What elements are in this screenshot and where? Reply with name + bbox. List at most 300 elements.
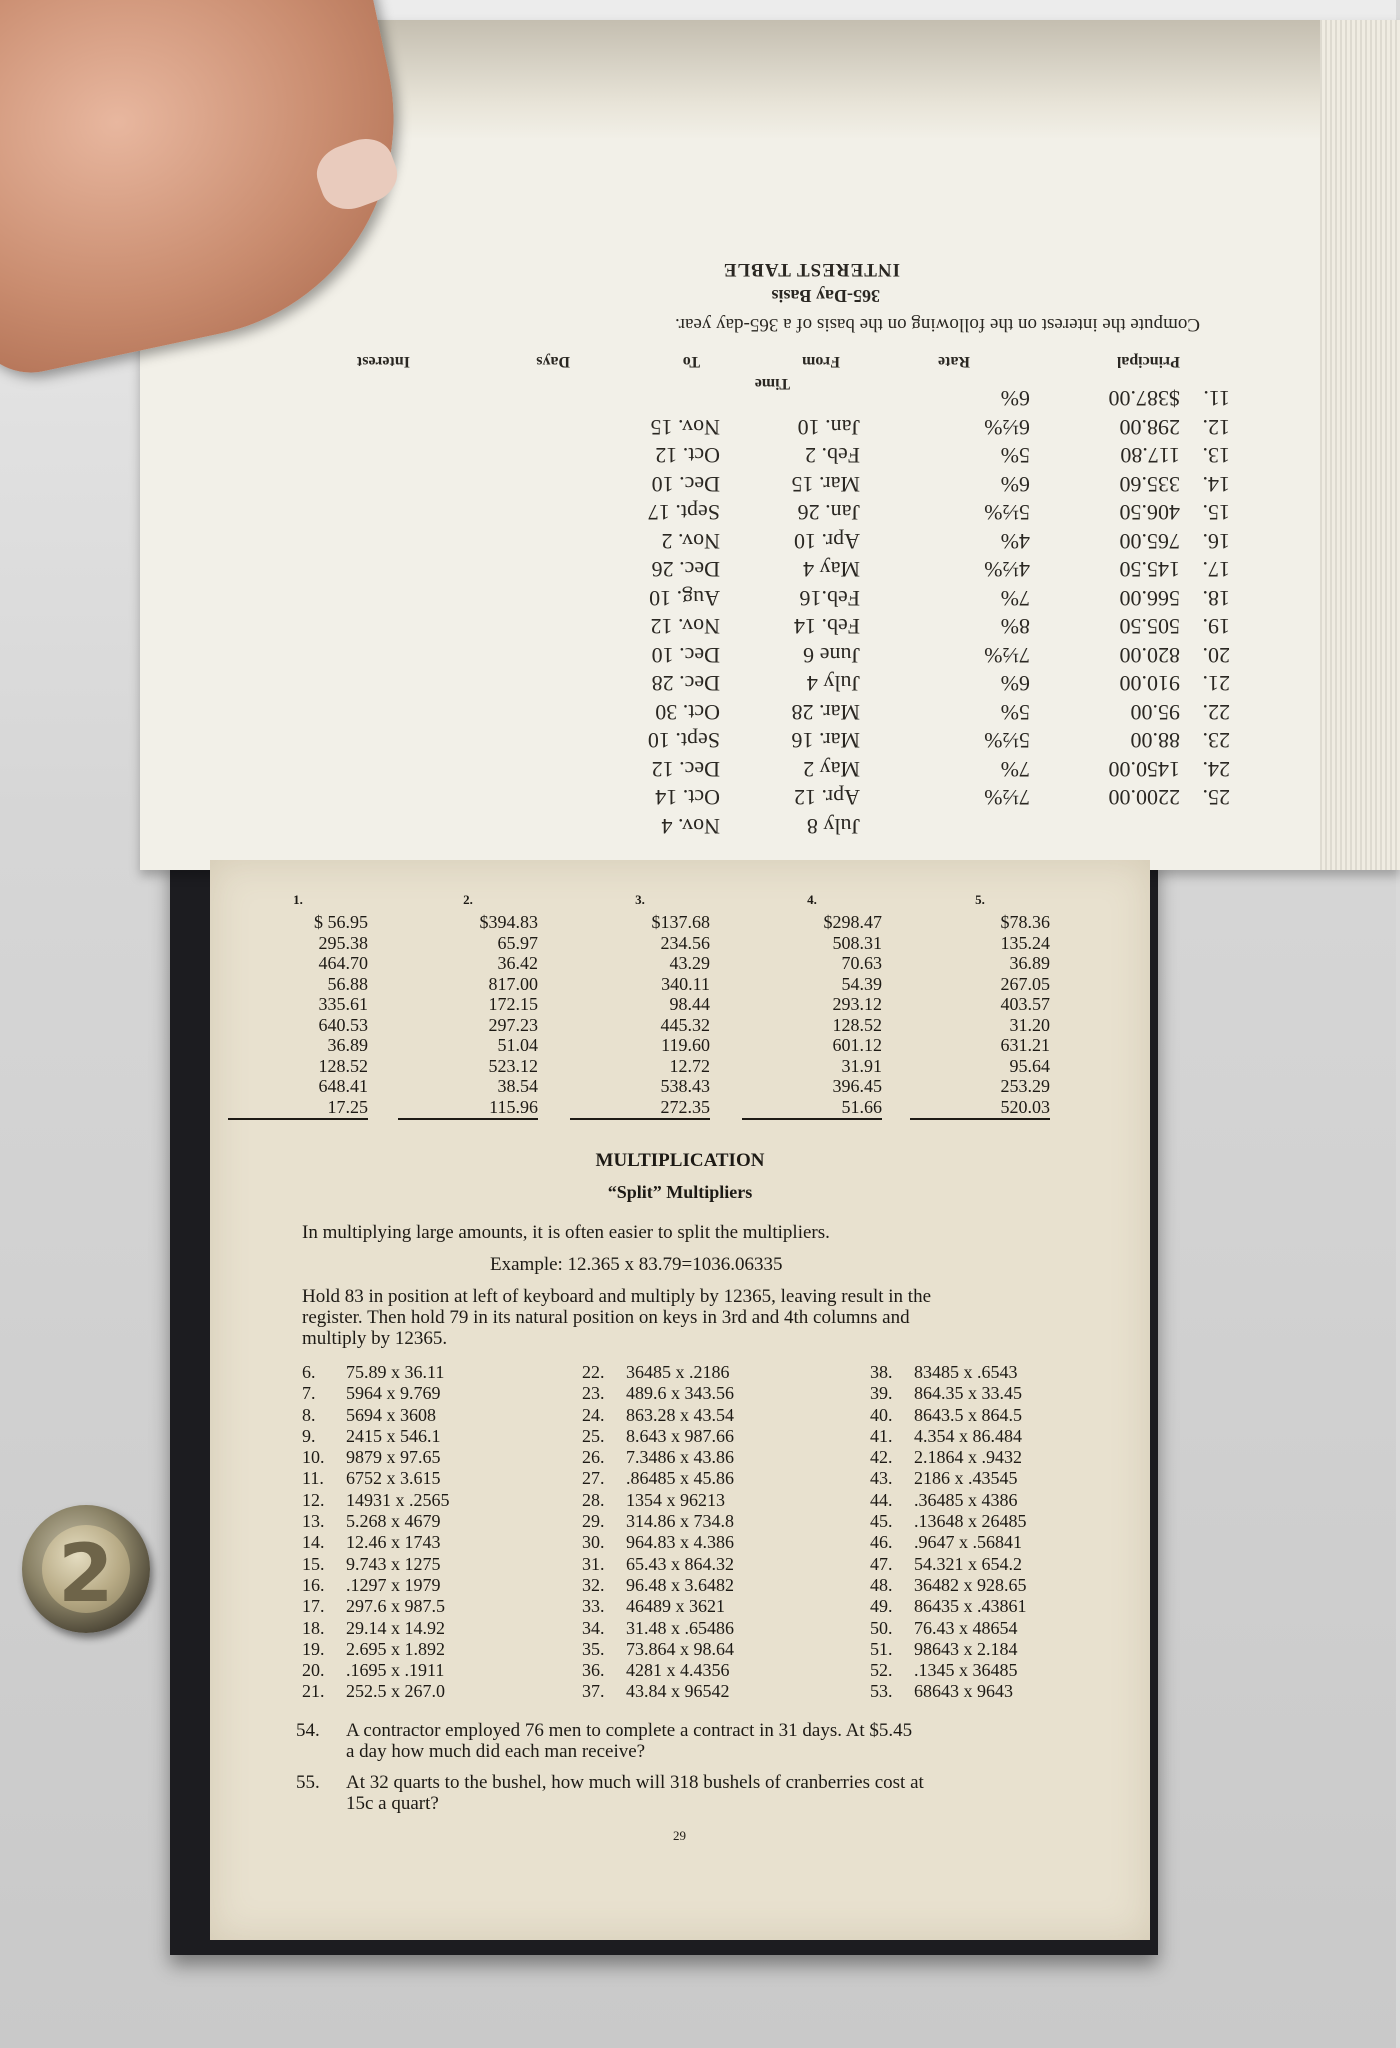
addition-column-5: [910, 892, 1050, 1120]
interest-cell-n: 11.: [1203, 386, 1230, 412]
addition-value: 335.61: [318, 994, 368, 1014]
interest-cell-t: Oct. 12: [655, 443, 720, 469]
interest-cell-p: 88.00: [1130, 728, 1180, 754]
addition-value: 65.97: [497, 932, 538, 953]
problem-row: [302, 1405, 596, 1426]
problem-expression: 31.48 x .65486: [626, 1617, 734, 1638]
interest-cell-p: 910.00: [1119, 671, 1180, 697]
addition-value: $137.68: [651, 912, 710, 932]
problem-row: [582, 1596, 876, 1617]
problem-expression: 9879 x 97.65: [346, 1447, 441, 1468]
interest-cell-p: $387.00: [1108, 386, 1180, 412]
problem-expression: 2415 x 546.1: [346, 1425, 441, 1446]
interest-cell-f: Feb. 2: [805, 443, 860, 469]
interest-cell-n: 22.: [1202, 700, 1230, 725]
addition-column-label: 4.: [807, 892, 817, 907]
addition-value: 128.52: [318, 1055, 368, 1076]
instruction-line-1: Hold 83 in position at left of keyboard and multiply by 12365, leaving result in the: [302, 1286, 932, 1307]
addition-value: 601.12: [832, 1035, 882, 1055]
interest-cell-r: 7½%: [984, 785, 1030, 811]
problem-number: 41.: [870, 1425, 893, 1446]
problem-row: [302, 1490, 596, 1511]
addition-value: 17.25: [228, 1097, 368, 1121]
problem-expression: 6752 x 3.615: [346, 1468, 441, 1489]
problem-55-line-2: 15c a quart?: [346, 1793, 439, 1814]
problem-expression: 9.743 x 1275: [346, 1553, 441, 1574]
addition-value: $ 56.95: [314, 912, 368, 932]
problem-expression: 2186 x .43545: [914, 1468, 1018, 1489]
problem-number: 32.: [582, 1574, 605, 1595]
problem-number: 21.: [302, 1681, 325, 1702]
addition-value: 31.91: [841, 1055, 882, 1076]
instruction-line-3: multiply by 12365.: [302, 1328, 448, 1349]
interest-row: [270, 641, 1230, 670]
problem-expression: .13648 x 26485: [914, 1511, 1027, 1532]
interest-cell-r: 6½%: [984, 415, 1030, 440]
problem-number: 49.: [870, 1596, 893, 1617]
problem-row: [302, 1362, 596, 1383]
problem-row: [302, 1447, 596, 1468]
problem-row: [870, 1490, 1164, 1511]
problem-row: [870, 1511, 1164, 1532]
interest-cell-f: Mar. 15: [791, 472, 860, 497]
problem-number: 48.: [870, 1574, 893, 1595]
problem-number: 53.: [870, 1681, 893, 1702]
problem-number: 7.: [302, 1383, 316, 1404]
problem-row: [870, 1362, 1164, 1383]
problem-expression: 98643 x 2.184: [914, 1638, 1018, 1659]
interest-cell-n: [1180, 812, 1230, 841]
problem-number: 19.: [302, 1638, 325, 1659]
interest-cell-f: Mar. 16: [791, 728, 860, 754]
interest-cell-f: [720, 384, 860, 413]
addition-value: 520.03: [910, 1097, 1050, 1121]
problem-expression: 65.43 x 864.32: [626, 1553, 734, 1574]
interest-row: [270, 527, 1230, 556]
addition-value: 648.41: [318, 1076, 368, 1096]
problem-row: [870, 1660, 1164, 1681]
problem-row: [870, 1468, 1164, 1489]
addition-column-2: [398, 892, 538, 1120]
addition-value: 445.32: [660, 1014, 710, 1035]
addition-value: 115.96: [398, 1097, 538, 1121]
problem-expression: 83485 x .6543: [914, 1362, 1018, 1382]
problem-expression: 73.864 x 98.64: [626, 1638, 734, 1659]
problem-row: [302, 1468, 596, 1489]
subsection-title: “Split” Multipliers: [607, 1182, 753, 1202]
interest-rows: [270, 384, 1230, 840]
interest-row: [270, 726, 1230, 755]
example-text: Example: 12.365 x 83.79=1036.06335: [490, 1254, 783, 1275]
interest-cell-r: 6%: [1000, 472, 1030, 497]
problem-expression: 68643 x 9643: [914, 1681, 1013, 1702]
problem-expression: 86435 x .43861: [914, 1596, 1027, 1617]
coin-denomination-glyph: 2: [58, 1527, 114, 1620]
problem-row: [582, 1447, 876, 1468]
interest-cell-p: 566.00: [1119, 586, 1180, 611]
interest-cell-p: 335.60: [1119, 472, 1180, 497]
problem-row: [302, 1426, 596, 1447]
problem-number: 30.: [582, 1532, 605, 1553]
interest-cell-n: 21.: [1202, 671, 1230, 697]
interest-cell-p: 2200.00: [1108, 785, 1180, 811]
problem-expression: 36482 x 928.65: [914, 1574, 1027, 1595]
addition-column-label: 1.: [293, 892, 303, 907]
interest-cell-p: 406.50: [1119, 500, 1180, 526]
problem-55-number: 55.: [296, 1772, 320, 1793]
addition-value: $394.83: [479, 912, 538, 932]
addition-value: 31.20: [1009, 1014, 1050, 1035]
problem-expression: 863.28 x 43.54: [626, 1404, 734, 1425]
problem-row: [582, 1575, 876, 1596]
problem-number: 36.: [582, 1660, 605, 1681]
problem-expression: 5694 x 3608: [346, 1404, 436, 1425]
problem-row: [870, 1447, 1164, 1468]
interest-cell-t: Sept. 17: [647, 500, 720, 526]
interest-row: [270, 698, 1230, 727]
bottom-page: [210, 860, 1150, 1940]
problem-54-line-1: A contractor employed 76 men to complete a contract in 31 days. At $5.45: [346, 1720, 913, 1741]
interest-row: [270, 755, 1230, 784]
problem-number: 37.: [582, 1681, 605, 1702]
problem-row: [582, 1383, 876, 1404]
problems-column-3: [870, 1362, 1164, 1703]
addition-value: 98.44: [669, 994, 710, 1014]
interest-row: [270, 384, 1230, 413]
problem-expression: 12.46 x 1743: [346, 1532, 441, 1553]
problem-row: [302, 1639, 596, 1660]
problem-expression: .1695 x .1911: [346, 1660, 445, 1681]
interest-cell-p: 298.00: [1119, 415, 1180, 440]
problem-row: [870, 1596, 1164, 1617]
addition-value: 38.54: [497, 1076, 538, 1096]
addition-value: 396.45: [832, 1076, 882, 1096]
header-to: To: [682, 353, 700, 370]
problem-expression: 46489 x 3621: [626, 1596, 725, 1617]
interest-cell-f: July 4: [806, 671, 860, 697]
problem-expression: 864.35 x 33.45: [914, 1383, 1022, 1404]
interest-cell-f: May 4: [803, 557, 860, 583]
problem-row: [302, 1596, 596, 1617]
problem-row: [582, 1554, 876, 1575]
problem-expression: 8643.5 x 864.5: [914, 1404, 1022, 1425]
problem-number: 50.: [870, 1617, 893, 1638]
problem-55-line-1: At 32 quarts to the bushel, how much will 318 bushels of cranberries cost at: [346, 1772, 924, 1793]
problem-row: [582, 1490, 876, 1511]
problem-expression: 2.695 x 1.892: [346, 1638, 445, 1659]
addition-value: 272.35: [570, 1097, 710, 1121]
problem-number: 11.: [302, 1468, 324, 1489]
problem-number: 33.: [582, 1596, 605, 1617]
interest-cell-t: Dec. 26: [651, 557, 720, 583]
addition-value: 538.43: [660, 1076, 710, 1096]
problem-expression: 54.321 x 654.2: [914, 1553, 1022, 1574]
problem-expression: 7.3486 x 43.86: [626, 1447, 734, 1468]
problem-expression: 76.43 x 48654: [914, 1617, 1018, 1638]
problem-expression: 1354 x 96213: [626, 1489, 725, 1510]
problem-row: [582, 1639, 876, 1660]
interest-row: [270, 812, 1230, 841]
interest-row: [270, 783, 1230, 812]
problem-row: [302, 1681, 596, 1702]
problem-number: 26.: [582, 1447, 605, 1468]
addition-value: 253.29: [1000, 1076, 1050, 1096]
problem-row: [870, 1383, 1164, 1404]
interest-cell-t: Oct. 30: [655, 700, 720, 725]
addition-column-label: 3.: [635, 892, 645, 907]
problem-row: [582, 1511, 876, 1532]
addition-value: 119.60: [661, 1035, 710, 1055]
interest-cell-p: 145.50: [1119, 557, 1180, 583]
problem-row: [582, 1468, 876, 1489]
problem-row: [870, 1639, 1164, 1660]
interest-cell-p: [1030, 812, 1180, 841]
problem-number: 25.: [582, 1425, 605, 1446]
addition-value: $78.36: [1000, 912, 1050, 932]
addition-value: 523.12: [488, 1055, 538, 1076]
interest-cell-f: Feb. 14: [794, 614, 860, 640]
addition-value: 172.15: [488, 994, 538, 1014]
problem-number: 17.: [302, 1596, 325, 1617]
problem-expression: 5964 x 9.769: [346, 1383, 441, 1404]
interest-cell-t: Nov. 4: [661, 814, 720, 839]
interest-cell-f: Feb.16: [799, 586, 860, 611]
interest-table-upside-down: [260, 200, 1260, 880]
problem-row: [302, 1575, 596, 1596]
interest-cell-n: 20.: [1202, 643, 1230, 668]
problem-expression: 489.6 x 343.56: [626, 1383, 734, 1404]
interest-subtitle: 365-Day Basis: [771, 286, 880, 306]
header-principal: Principal: [1116, 353, 1180, 370]
problem-number: 42.: [870, 1447, 893, 1468]
problem-number: 43.: [870, 1468, 893, 1489]
problem-row: [582, 1362, 876, 1383]
interest-cell-p: 117.80: [1120, 443, 1180, 469]
problem-54-number: 54.: [296, 1720, 320, 1741]
problem-row: [870, 1575, 1164, 1596]
addition-value: $298.47: [823, 912, 882, 932]
addition-value: 267.05: [1000, 973, 1050, 994]
interest-cell-f: Mar. 28: [791, 700, 860, 725]
addition-column-1: [228, 892, 368, 1120]
interest-row: [270, 413, 1230, 442]
problem-expression: 14931 x .2565: [346, 1489, 450, 1510]
interest-row: [270, 584, 1230, 613]
problem-number: 18.: [302, 1617, 325, 1638]
instruction-line-2: register. Then hold 79 in its natural position on keys in 3rd and 4th columns and: [302, 1307, 910, 1328]
interest-cell-p: 820.00: [1119, 643, 1180, 668]
problem-expression: 29.14 x 14.92: [346, 1617, 445, 1638]
interest-instruction: Compute the interest on the following on the basis of a 365-day year.: [674, 314, 1200, 335]
interest-cell-t: Dec. 10: [651, 472, 720, 497]
interest-cell-r: 5%: [1000, 700, 1030, 725]
interest-cell-n: 17.: [1202, 557, 1230, 583]
problem-row: [582, 1660, 876, 1681]
header-rate: Rate: [938, 353, 970, 370]
problem-number: 46.: [870, 1532, 893, 1553]
problem-expression: 4.354 x 86.484: [914, 1425, 1022, 1446]
interest-cell-t: [590, 384, 720, 413]
problem-expression: 4281 x 4.4356: [626, 1660, 730, 1681]
problem-row: [302, 1660, 596, 1681]
problem-row: [870, 1426, 1164, 1447]
problem-expression: 8.643 x 987.66: [626, 1425, 734, 1446]
addition-value: 36.89: [327, 1035, 368, 1055]
addition-value: 631.21: [1000, 1035, 1050, 1055]
addition-value: 234.56: [660, 932, 710, 953]
interest-cell-p: 1450.00: [1108, 757, 1180, 782]
problem-number: 16.: [302, 1574, 325, 1595]
header-interest: Interest: [356, 353, 410, 370]
problem-expression: .86485 x 45.86: [626, 1468, 734, 1489]
problem-expression: 314.86 x 734.8: [626, 1511, 734, 1532]
problem-number: 44.: [870, 1489, 893, 1510]
page-edges: [1320, 20, 1400, 870]
interest-row: [270, 498, 1230, 527]
problem-number: 40.: [870, 1404, 893, 1425]
problem-row: [302, 1383, 596, 1404]
addition-value: 56.88: [327, 973, 368, 994]
interest-cell-t: Dec. 28: [651, 671, 720, 697]
interest-cell-t: Nov. 2: [661, 529, 720, 554]
addition-value: 293.12: [832, 994, 882, 1014]
interest-cell-r: 8%: [1000, 614, 1030, 640]
problem-row: [582, 1618, 876, 1639]
interest-cell-n: 15.: [1202, 500, 1230, 526]
interest-cell-r: 7%: [1000, 586, 1030, 611]
addition-value: 36.89: [1009, 953, 1050, 973]
problem-number: 23.: [582, 1383, 605, 1404]
interest-cell-n: 19.: [1202, 614, 1230, 640]
interest-cell-n: 25.: [1202, 785, 1230, 811]
problem-number: 34.: [582, 1617, 605, 1638]
problem-expression: 252.5 x 267.0: [346, 1681, 445, 1702]
problem-row: [302, 1532, 596, 1553]
interest-cell-r: [860, 812, 1030, 841]
addition-column-label: 5.: [975, 892, 985, 907]
problem-expression: .1297 x 1979: [346, 1574, 441, 1595]
problem-row: [870, 1618, 1164, 1639]
interest-title: INTEREST TABLE: [722, 259, 900, 280]
addition-value: 295.38: [318, 932, 368, 953]
problem-number: 9.: [302, 1425, 316, 1446]
interest-cell-t: Nov. 15: [650, 415, 720, 440]
problem-number: 8.: [302, 1404, 316, 1425]
header-days: Days: [536, 353, 570, 370]
addition-column-4: [742, 892, 882, 1120]
interest-cell-n: 23.: [1202, 728, 1230, 754]
interest-cell-t: Dec. 12: [651, 757, 720, 782]
addition-value: 12.72: [669, 1055, 710, 1076]
problem-row: [302, 1511, 596, 1532]
interest-cell-n: 18.: [1202, 586, 1230, 611]
interest-cell-t: Oct. 14: [655, 785, 720, 811]
problem-number: 22.: [582, 1362, 605, 1382]
problem-number: 20.: [302, 1660, 325, 1681]
interest-cell-r: 4½%: [984, 557, 1030, 583]
problem-row: [302, 1554, 596, 1575]
interest-cell-n: 13.: [1202, 443, 1230, 469]
addition-value: 403.57: [1000, 994, 1050, 1014]
interest-cell-f: May 2: [803, 757, 860, 782]
interest-cell-f: Jan. 26: [797, 500, 860, 526]
problem-row: [582, 1681, 876, 1702]
interest-cell-f: Apr. 12: [794, 785, 860, 811]
problem-number: 52.: [870, 1660, 893, 1681]
interest-cell-n: 24.: [1202, 757, 1230, 782]
interest-cell-t: Sept. 10: [647, 728, 720, 754]
interest-cell-r: 5½%: [984, 728, 1030, 754]
problem-number: 29.: [582, 1511, 605, 1532]
problem-number: 13.: [302, 1511, 325, 1532]
problem-expression: .1345 x 36485: [914, 1660, 1018, 1681]
problem-row: [870, 1681, 1164, 1702]
problem-expression: 2.1864 x .9432: [914, 1447, 1022, 1468]
problem-number: 24.: [582, 1404, 605, 1425]
interest-cell-p: 765.00: [1119, 529, 1180, 554]
problem-number: 51.: [870, 1638, 893, 1659]
addition-value: 51.66: [742, 1097, 882, 1121]
problem-row: [870, 1405, 1164, 1426]
problem-number: 35.: [582, 1638, 605, 1659]
problem-number: 45.: [870, 1511, 893, 1532]
interest-cell-r: 7½%: [984, 643, 1030, 668]
addition-value: 508.31: [832, 932, 882, 953]
problem-number: 12.: [302, 1489, 325, 1510]
problem-number: 47.: [870, 1553, 893, 1574]
problem-number: 27.: [582, 1468, 605, 1489]
addition-value: 43.29: [669, 953, 710, 973]
problem-expression: .9647 x .56841: [914, 1532, 1022, 1553]
problems-column-1: [302, 1362, 596, 1703]
interest-cell-p: 95.00: [1130, 700, 1180, 725]
addition-value: 340.11: [661, 973, 710, 994]
interest-cell-p: 505.50: [1119, 614, 1180, 640]
problem-expression: 75.89 x 36.11: [346, 1362, 445, 1382]
problem-number: 6.: [302, 1362, 316, 1382]
problem-number: 31.: [582, 1553, 605, 1574]
addition-value: 135.24: [1000, 932, 1050, 953]
addition-value: 128.52: [832, 1014, 882, 1035]
interest-row: [270, 441, 1230, 470]
interest-cell-r: 6%: [1000, 671, 1030, 697]
interest-cell-r: 6%: [1000, 386, 1030, 412]
addition-value: 51.04: [497, 1035, 538, 1055]
addition-value: 54.39: [841, 973, 882, 994]
problem-number: 15.: [302, 1553, 325, 1574]
interest-cell-r: 4%: [1000, 529, 1030, 554]
problem-number: 10.: [302, 1447, 325, 1468]
problem-54-line-2: a day how much did each man receive?: [346, 1741, 646, 1762]
interest-row: [270, 470, 1230, 499]
problem-expression: 964.83 x 4.386: [626, 1532, 734, 1553]
interest-cell-f: Jan. 10: [797, 415, 860, 440]
problems-column-2: [582, 1362, 876, 1703]
problem-expression: 297.6 x 987.5: [346, 1596, 445, 1617]
intro-text: In multiplying large amounts, it is often easier to split the multipliers.: [302, 1222, 830, 1243]
problem-expression: 43.84 x 96542: [626, 1681, 730, 1702]
interest-cell-t: Nov. 12: [650, 614, 720, 640]
coin-face: [42, 1525, 130, 1620]
addition-column-3: [570, 892, 710, 1120]
interest-row: [270, 669, 1230, 698]
problem-row: [870, 1532, 1164, 1553]
problem-row: [582, 1426, 876, 1447]
problem-number: 38.: [870, 1362, 893, 1382]
problem-number: 28.: [582, 1489, 605, 1510]
section-title: MULTIPLICATION: [595, 1150, 765, 1171]
header-from: From: [802, 353, 840, 370]
